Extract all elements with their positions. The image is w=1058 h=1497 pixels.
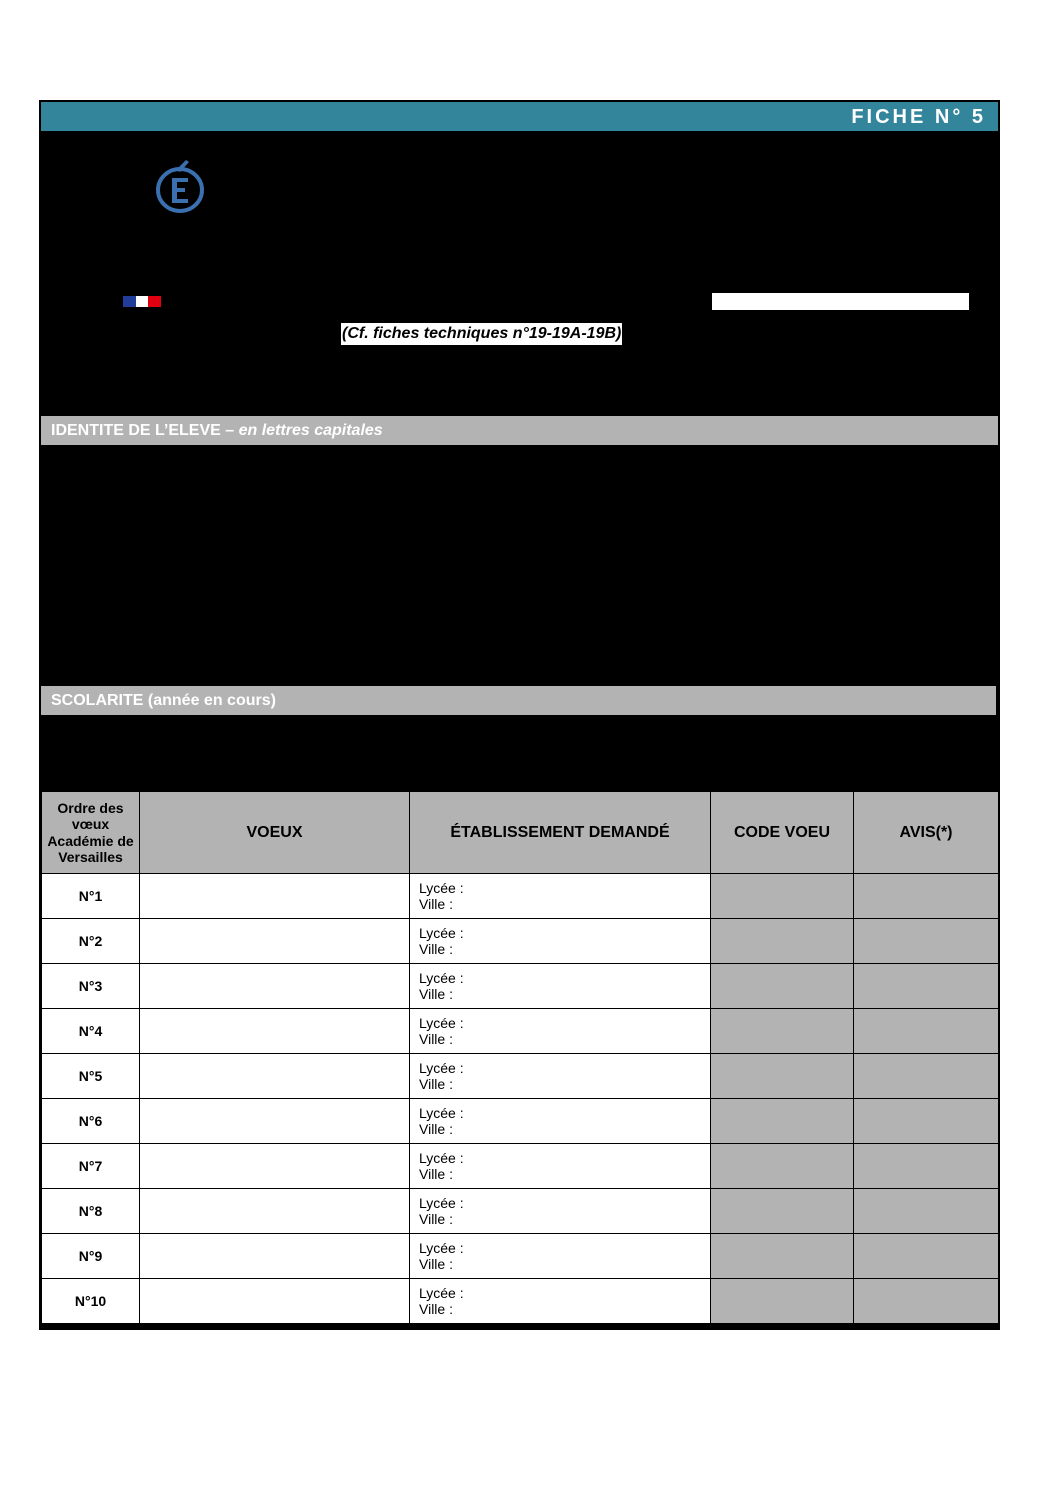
ville-label: Ville : — [419, 1031, 453, 1047]
row-number: N°8 — [42, 1189, 140, 1234]
row-number: N°2 — [42, 919, 140, 964]
ville-label: Ville : — [419, 986, 453, 1002]
table-row — [42, 1099, 999, 1144]
lycee-label: Lycée : — [419, 1285, 464, 1301]
table-header-row — [42, 792, 999, 874]
ville-label: Ville : — [419, 941, 453, 957]
avis-cell[interactable] — [854, 1054, 999, 1099]
row-number: N°6 — [42, 1099, 140, 1144]
section-scolarite-header — [41, 686, 996, 715]
lycee-label: Lycée : — [419, 1105, 464, 1121]
voeu-cell[interactable] — [140, 1279, 410, 1324]
table-row — [42, 1189, 999, 1234]
table-row — [42, 1054, 999, 1099]
lycee-label: Lycée : — [419, 880, 464, 896]
lycee-label: Lycée : — [419, 1015, 464, 1031]
avis-cell[interactable] — [854, 1189, 999, 1234]
section-identite-header — [41, 416, 998, 445]
voeu-cell[interactable] — [140, 1144, 410, 1189]
lycee-label: Lycée : — [419, 1240, 464, 1256]
etablissement-cell[interactable] — [410, 964, 711, 1009]
lycee-label: Lycée : — [419, 1150, 464, 1166]
voeu-cell[interactable] — [140, 919, 410, 964]
lycee-label: Lycée : — [419, 925, 464, 941]
voeu-cell[interactable] — [140, 964, 410, 1009]
voeu-cell[interactable] — [140, 1099, 410, 1144]
lycee-label: Lycée : — [419, 970, 464, 986]
code-voeu-cell[interactable] — [711, 874, 854, 919]
code-voeu-cell[interactable] — [711, 919, 854, 964]
fiche-number-label: FICHE N° 5 — [851, 106, 986, 128]
header-code-voeu: CODE VOEU — [711, 792, 854, 874]
section-identite-subtitle: en lettres capitales — [238, 422, 383, 439]
ville-label: Ville : — [419, 1121, 453, 1137]
ville-label: Ville : — [419, 1256, 453, 1272]
etablissement-cell[interactable] — [410, 1054, 711, 1099]
table-row — [42, 1279, 999, 1324]
lycee-label: Lycée : — [419, 1060, 464, 1076]
voeu-cell[interactable] — [140, 874, 410, 919]
row-number: N°4 — [42, 1009, 140, 1054]
reference-input-box[interactable] — [712, 293, 969, 310]
etablissement-cell[interactable] — [410, 1099, 711, 1144]
avis-cell[interactable] — [854, 919, 999, 964]
row-number: N°1 — [42, 874, 140, 919]
code-voeu-cell[interactable] — [711, 1234, 854, 1279]
avis-cell[interactable] — [854, 1234, 999, 1279]
code-voeu-cell[interactable] — [711, 1099, 854, 1144]
form-frame — [39, 100, 1000, 1330]
etablissement-cell[interactable] — [410, 1234, 711, 1279]
ville-label: Ville : — [419, 1076, 453, 1092]
voeux-table — [41, 791, 999, 1324]
section-identite-title: IDENTITE DE L’ELEVE – — [51, 422, 235, 439]
code-voeu-cell[interactable] — [711, 1189, 854, 1234]
table-row — [42, 1234, 999, 1279]
etablissement-cell[interactable] — [410, 1189, 711, 1234]
ville-label: Ville : — [419, 1301, 453, 1317]
lycee-label: Lycée : — [419, 1195, 464, 1211]
avis-cell[interactable] — [854, 874, 999, 919]
voeu-cell[interactable] — [140, 1054, 410, 1099]
header-ordre: Ordre des vœux Académie de Versailles — [42, 792, 140, 874]
row-number: N°5 — [42, 1054, 140, 1099]
etablissement-cell[interactable] — [410, 874, 711, 919]
avis-cell[interactable] — [854, 1279, 999, 1324]
fiche-number-banner — [41, 102, 998, 131]
ville-label: Ville : — [419, 1211, 453, 1227]
code-voeu-cell[interactable] — [711, 1054, 854, 1099]
row-number: N°3 — [42, 964, 140, 1009]
avis-cell[interactable] — [854, 1009, 999, 1054]
etablissement-cell[interactable] — [410, 1144, 711, 1189]
table-row — [42, 874, 999, 919]
table-row — [42, 919, 999, 964]
header-voeux: VOEUX — [140, 792, 410, 874]
code-voeu-cell[interactable] — [711, 964, 854, 1009]
table-row — [42, 1009, 999, 1054]
section-scolarite-title: SCOLARITE — [51, 692, 144, 709]
avis-cell[interactable] — [854, 1099, 999, 1144]
french-flag-icon — [123, 296, 161, 307]
etablissement-cell[interactable] — [410, 1279, 711, 1324]
avis-cell[interactable] — [854, 964, 999, 1009]
header-etablissement: ÉTABLISSEMENT DEMANDÉ — [410, 792, 711, 874]
table-row — [42, 964, 999, 1009]
row-number: N°9 — [42, 1234, 140, 1279]
marianne-e-logo-icon — [154, 158, 206, 214]
etablissement-cell[interactable] — [410, 1009, 711, 1054]
section-scolarite-subtitle: (année en cours) — [147, 692, 276, 709]
row-number: N°10 — [42, 1279, 140, 1324]
table-row — [42, 1144, 999, 1189]
voeu-cell[interactable] — [140, 1009, 410, 1054]
reference-note: (Cf. fiches techniques n°19-19A-19B) — [340, 322, 623, 346]
ville-label: Ville : — [419, 896, 453, 912]
row-number: N°7 — [42, 1144, 140, 1189]
ville-label: Ville : — [419, 1166, 453, 1182]
header-avis: AVIS(*) — [854, 792, 999, 874]
avis-cell[interactable] — [854, 1144, 999, 1189]
code-voeu-cell[interactable] — [711, 1279, 854, 1324]
voeu-cell[interactable] — [140, 1189, 410, 1234]
code-voeu-cell[interactable] — [711, 1009, 854, 1054]
voeu-cell[interactable] — [140, 1234, 410, 1279]
etablissement-cell[interactable] — [410, 919, 711, 964]
code-voeu-cell[interactable] — [711, 1144, 854, 1189]
